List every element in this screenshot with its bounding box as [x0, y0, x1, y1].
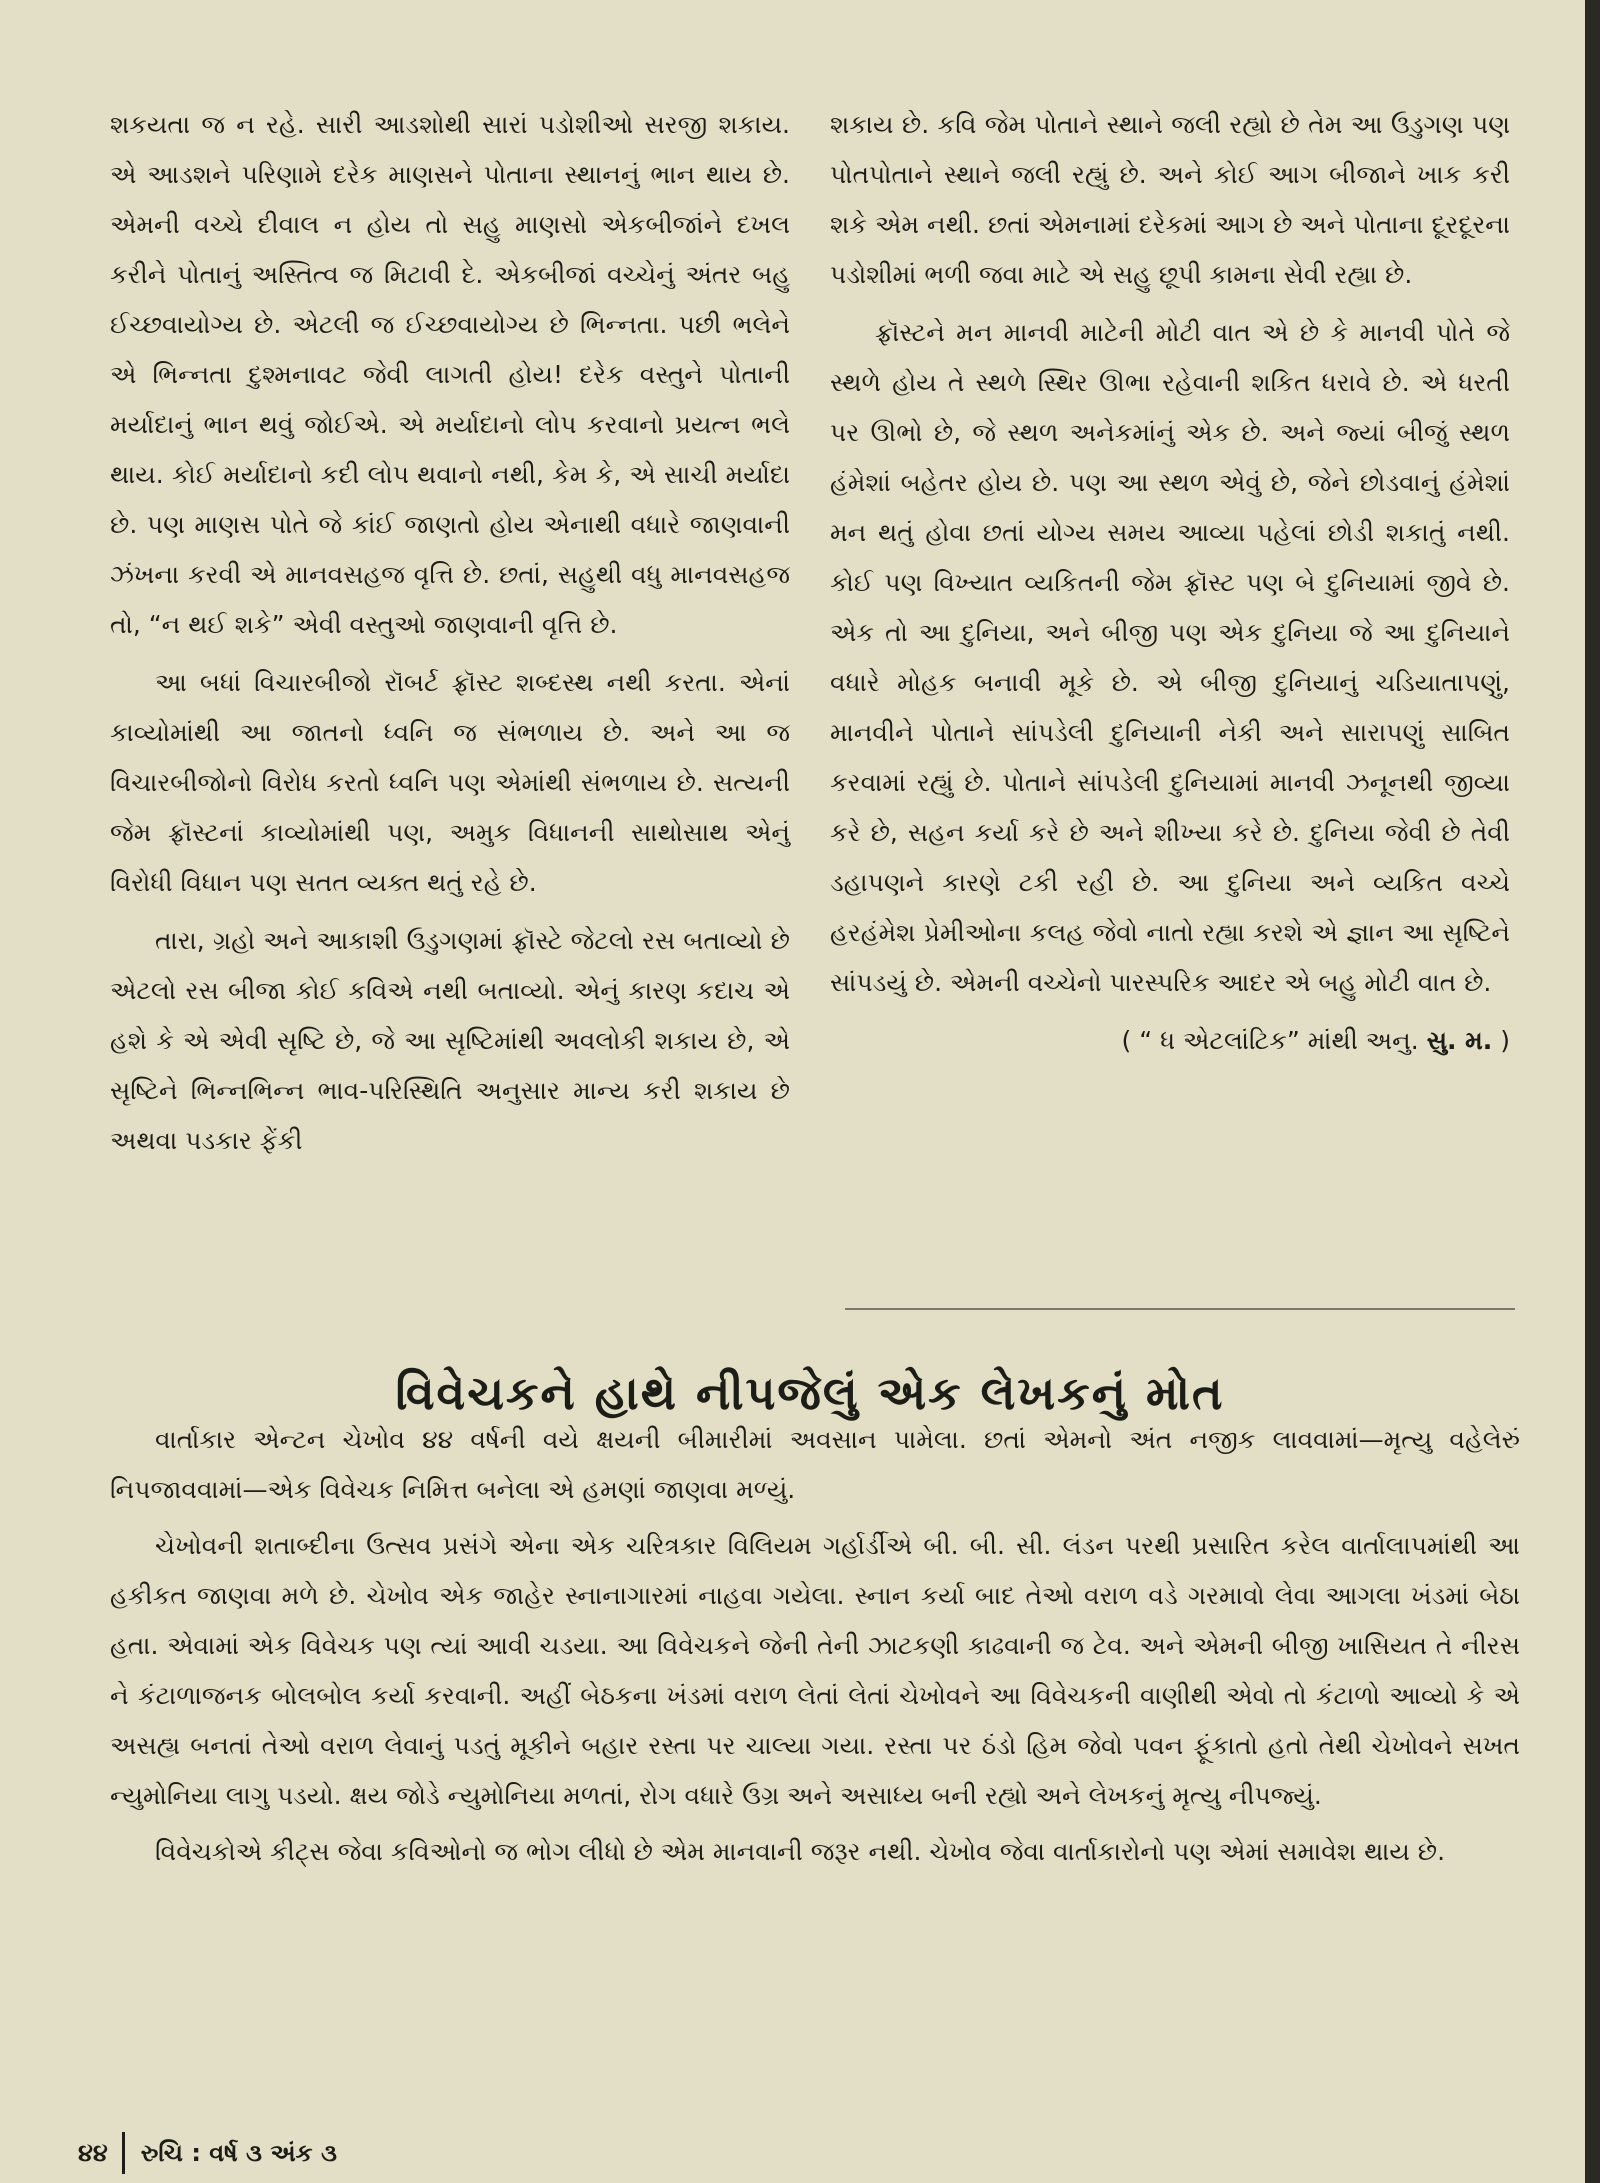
footer-rule	[122, 2132, 125, 2174]
left-paragraph-1: શકયતા જ ન રહે. સારી આડશોથી સારાં પડોશીઓ સરજી શકાય. એ આડશને પરિણામે દરેક માણસને પોતાના સ્થાનનું ભાન થાય છે. એમની વચ્ચે દીવાલ ન હોય તો સહુ માણસો એકબીજાંને દખલ કરીને પોતાનું અસ્તિત્વ જ મિટાવી દે. એકબીજાં વચ્ચેનું અંતર બહુ ઈચ્છવાયોગ્ય છે. એટલી જ ઈચ્છવાયોગ્ય છે ભિન્નતા. પછી ભલેને એ ભિન્નતા દુશ્મનાવટ જેવી લાગતી હોય! દરેક વસ્તુને પોતાની મર્યાદાનું ભાન થવું જોઈએ. એ મર્યાદાનો લોપ કરવાનો પ્રયત્ન ભલે થાય. કોઈ મર્યાદાનો કદી લોપ થવાનો નથી, કેમ કે, એ સાચી મર્યાદા છે. પણ માણસ પોતે જે કાંઈ જાણતો હોય એનાથી વધારે જાણવાની ઝંખના કરવી એ માનવસહજ વૃત્તિ છે. છતાં, સહુથી વધુ માનવસહજ તો, “ન થઈ શકે” એવી વસ્તુઓ જાણવાની વૃત્તિ છે.	[110, 110, 790, 639]
article-paragraph-1: વાર્તાકાર એન્ટન ચેખોવ ૪૪ વર્ષની વયે ક્ષયની બીમારીમાં અવસાન પામેલા. છતાં એમનો અંત નજીક લાવવામાં—મૃત્યુ વહેલેરું નિપજાવવામાં—એક વિવેચક નિમિત્ત બનેલા એ હમણાં જાણવા મળ્યું.	[110, 1425, 1520, 1504]
article-paragraph-3: વિવેચકોએ કીટ્સ જેવા કવિઓનો જ ભોગ લીધો છે એમ માનવાની જરૂર નથી. ચેખોવ જેવા વાર્તાકારોનો પણ એમાં સમાવેશ થાય છે.	[155, 1837, 1446, 1866]
left-paragraph-3: તારા, ગ્રહો અને આકાશી ઉડુગણમાં ફ્રૉસ્ટે જેટલો રસ બતાવ્યો છે એટલો રસ બીજા કોઈ કવિએ નથી બતાવ્યો. એનું કારણ કદાચ એ હશે કે એ એવી સૃષ્ટિ છે, જે આ સૃષ્ટિમાંથી અવલોકી શકાય છે, એ સૃષ્ટિને ભિન્નભિન્ન ભાવ-પરિસ્થિતિ અનુસાર માન્ય કરી શકાય છે અથવા પડકાર ફેંકી	[110, 926, 790, 1155]
left-paragraph-2: આ બધાં વિચારબીજો રૉબર્ટ ફ્રૉસ્ટ શબ્દસ્થ નથી કરતા. એનાં કાવ્યોમાંથી આ જાતનો ધ્વનિ જ સંભળાય છે. અને આ જ વિચારબીજોનો વિરોધ કરતો ધ્વનિ પણ એમાંથી સંભળાય છે. સત્યની જેમ ફ્રૉસ્ટનાં કાવ્યોમાંથી પણ, અમુક વિધાનની સાથોસાથ એનું વિરોધી વિધાન પણ સતત વ્યક્ત થતું રહે છે.	[110, 668, 790, 897]
right-paragraph-1: શકાય છે. કવિ જેમ પોતાને સ્થાને જલી રહ્યો છે તેમ આ ઉડુગણ પણ પોતપોતાને સ્થાને જલી રહ્યું છે. અને કોઈ આગ બીજાને ખાક કરી શકે એમ નથી. છતાં એમનામાં દરેકમાં આગ છે અને પોતાના દૂરદૂરના પડોશીમાં ભળી જવા માટે એ સહુ છૂપી કામના સેવી રહ્યા છે.	[830, 110, 1510, 289]
translator-initials: સુ. મ.	[1426, 1026, 1493, 1055]
attribution-suffix: )	[1492, 1026, 1510, 1055]
source-attribution	[830, 1016, 1510, 1066]
article-body	[110, 1415, 1520, 1883]
right-paragraph-2: ફ્રૉસ્ટને મન માનવી માટેની મોટી વાત એ છે કે માનવી પોતે જે સ્થળે હોય તે સ્થળે સ્થિર ઊભા રહેવાની શકિત ધરાવે છે. એ ધરતી પર ઊભો છે, જે સ્થળ અનેકમાંનું એક છે. અને જ્યાં બીજું સ્થળ હંમેશાં બહેતર હોય છે. પણ આ સ્થળ એવું છે, જેને છોડવાનું હંમેશાં મન થતું હોવા છતાં યોગ્ય સમય આવ્યા પહેલાં છોડી શકાતું નથી. કોઈ પણ વિખ્યાત વ્યકિતની જેમ ફ્રૉસ્ટ પણ બે દુનિયામાં જીવે છે. એક તો આ દુનિયા, અને બીજી પણ એક દુનિયા જે આ દુનિયાને વધારે મોહક બનાવી મૂકે છે. એ બીજી દુનિયાનું ચડિયાતાપણું, માનવીને પોતાને સાંપડેલી દુનિયાની નેકી અને સારાપણું સાબિત કરવામાં રહ્યું છે. પોતાને સાંપડેલી દુનિયામાં માનવી ઝનૂનથી જીવ્યા કરે છે, સહન કર્યા કરે છે અને શીખ્યા કરે છે. દુનિયા જેવી છે તેવી ડહાપણને કારણે ટકી રહી છે. આ દુનિયા અને વ્યકિત વચ્ચે હરહંમેશ પ્રેમીઓના કલહ જેવો નાતો રહ્યા કરશે એ જ્ઞાન આ સૃષ્ટિને સાંપડયું છે. એમની વચ્ચેનો પારસ્પરિક આદર એ બહુ મોટી વાત છે.	[830, 318, 1510, 997]
issue-label: રુચિ : વર્ષ ૩ અંક ૩	[140, 2139, 337, 2167]
article-paragraph-2: ચેખોવની શતાબ્દીના ઉત્સવ પ્રસંગે એના એક ચરિત્રકાર વિલિયમ ગર્હાર્ડીએ બી. બી. સી. લંડન પરથી પ્રસારિત કરેલ વાર્તાલાપમાંથી આ હકીકત જાણવા મળે છે. ચેખોવ એક જાહેર સ્નાનાગારમાં નાહવા ગયેલા. સ્નાન કર્યા બાદ તેઓ વરાળ વડે ગરમાવો લેવા આગલા ખંડમાં બેઠા હતા. એવામાં એક વિવેચક પણ ત્યાં આવી ચડયા. આ વિવેચકને જેની તેની ઝાટકણી કાઢવાની જ ટેવ. અને એમની બીજી ખાસિયત તે નીરસ ને કંટાળાજનક બોલબોલ કર્યા કરવાની. અહીં બેઠકના ખંડમાં વરાળ લેતાં લેતાં ચેખોવને આ વિવેચકની વાણીથી એવો તો કંટાળો આવ્યો કે એ અસહ્ય બનતાં તેઓ વરાળ લેવાનું પડતું મૂકીને બહાર રસ્તા પર ચાલ્યા ગયા. રસ્તા પર ઠંડો હિમ જેવો પવન ફૂંકાતો હતો તેથી ચેખોવને સખત ન્યુમોનિયા લાગુ પડયો. ક્ષય જોડે ન્યુમોનિયા મળતાં, રોગ વધારે ઉગ્ર અને અસાધ્ય બની રહ્યો અને લેખકનું મૃત્યુ નીપજ્યું.	[110, 1531, 1520, 1810]
page-number: ૪૪	[78, 2139, 108, 2167]
right-column	[830, 100, 1510, 1066]
left-column	[110, 100, 790, 1174]
attribution-prefix: ( “ ધ એટલાંટિક” માંથી અનુ.	[1121, 1026, 1427, 1055]
page-edge	[1585, 0, 1600, 2183]
article-title: વિવેચકને હાથે નીપજેલું એક લેખકનું મોત	[395, 1365, 1225, 1420]
section-divider	[845, 1308, 1515, 1310]
page-footer	[78, 2132, 337, 2174]
